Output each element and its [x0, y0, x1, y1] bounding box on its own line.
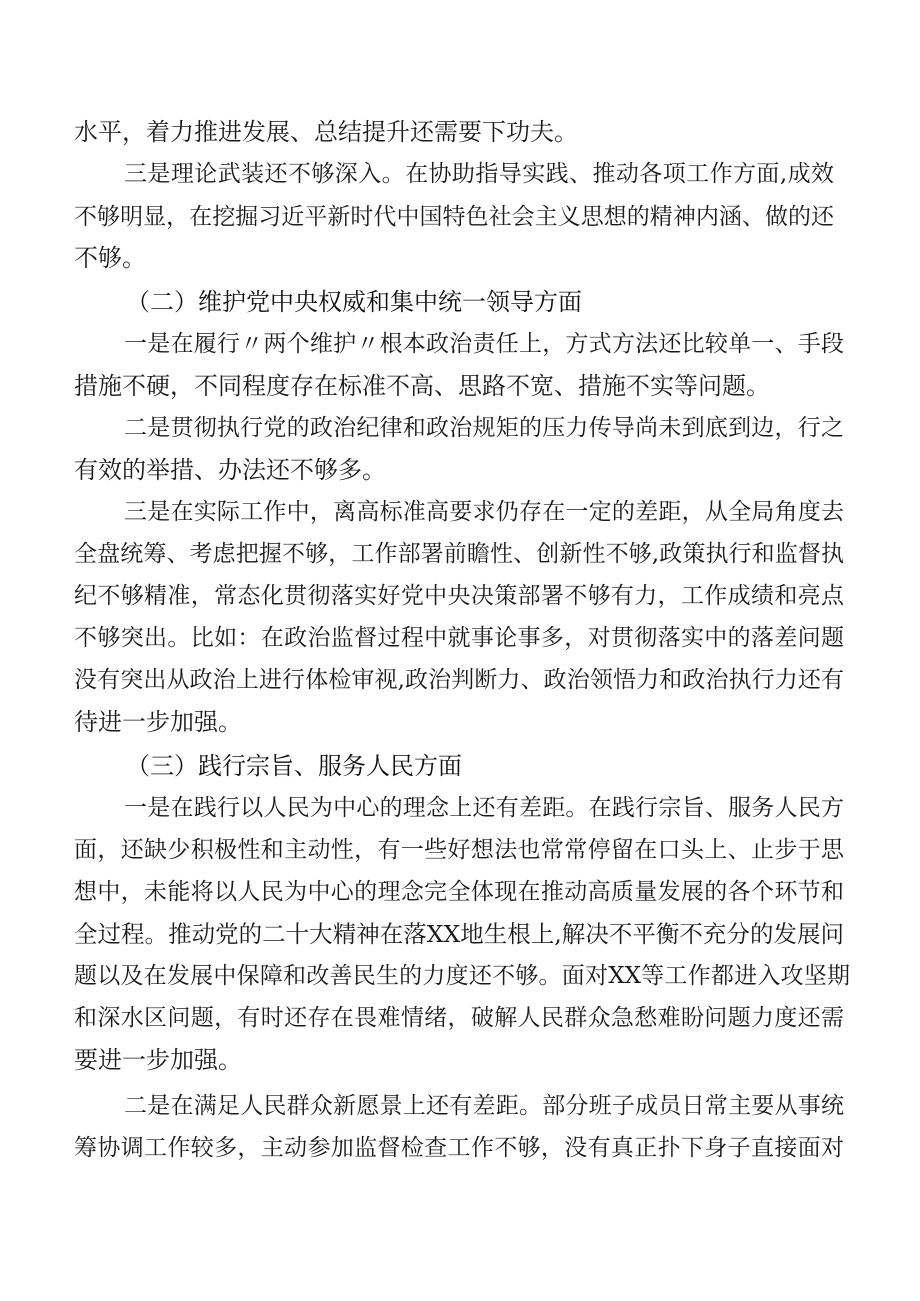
text-line: 和深水区问题，有时还存在畏难情绪，破解人民群众急愁难盼问题力度还需: [74, 1005, 844, 1031]
text-line: 筹协调工作较多，主动参加监督检查工作不够，没有真正扑下身子直接面对: [74, 1135, 844, 1161]
text-line: 三是理论武装还不够深入。在协助指导实践、推动各项工作方面,成效: [124, 161, 834, 187]
text-line: 不够。: [74, 244, 146, 272]
text-line: 待进一步加强。: [74, 708, 242, 736]
text-line: 全盘统筹、考虑把握不够，工作部署前瞻性、创新性不够,政策执行和监督执: [74, 541, 844, 567]
text-line: 纪不够精准，常态化贯彻落实好党中央决策部署不够有力，工作成绩和亮点: [74, 583, 844, 609]
text-line: 一是在履行〃两个维护〃根本政治责任上，方式方法还比较单一、手段: [124, 331, 844, 357]
text-line: 想中，未能将以人民为中心的理念完全体现在推动高质量发展的各个环节和: [74, 879, 844, 905]
text-line: 没有突出从政治上进行体检审视,政治判断力、政治领悟力和政治执行力还有: [74, 667, 844, 693]
text-line: 二是在满足人民群众新愿景上还有差距。部分班子成员日常主要从事统: [124, 1093, 844, 1119]
text-line: 水平，着力推进发展、总结提升还需要下功夫。: [74, 118, 578, 146]
text-line: 措施不硬，不同程度存在标准不高、思路不宽、措施不实等问题。: [74, 372, 770, 400]
text-line: 不够明显，在挖掘习近平新时代中国特色社会主义思想的精神内涵、做的还: [74, 204, 834, 230]
text-line: 要进一步加强。: [74, 1046, 242, 1074]
text-line: 全过程。推动党的二十大精神在落XX地生根上,解决不平衡不充分的发展问: [74, 920, 844, 948]
section-heading: （三）践行宗旨、服务人民方面: [126, 752, 462, 780]
text-line: 面，还缺少积极性和主动性，有一些好想法也常常停留在口头上、止步于思: [74, 837, 844, 863]
text-line: 不够突出。比如：在政治监督过程中就事论事多，对贯彻落实中的落差问题: [74, 625, 844, 651]
text-line: 题以及在发展中保障和改善民生的力度还不够。面对XX等工作都进入攻坚期: [74, 963, 850, 989]
text-line: 一是在践行以人民为中心的理念上还有差距。在践行宗旨、服务人民方: [124, 795, 844, 821]
text-line: 二是贯彻执行党的政治纪律和政治规矩的压力传导尚未到底到边，行之: [124, 415, 844, 441]
text-line: 三是在实际工作中，离高标准高要求仍存在一定的差距，从全局角度去: [124, 499, 844, 525]
section-heading: （二）维护党中央权威和集中统一领导方面: [126, 288, 582, 316]
text-line: 有效的举措、办法还不够多。: [74, 456, 386, 484]
